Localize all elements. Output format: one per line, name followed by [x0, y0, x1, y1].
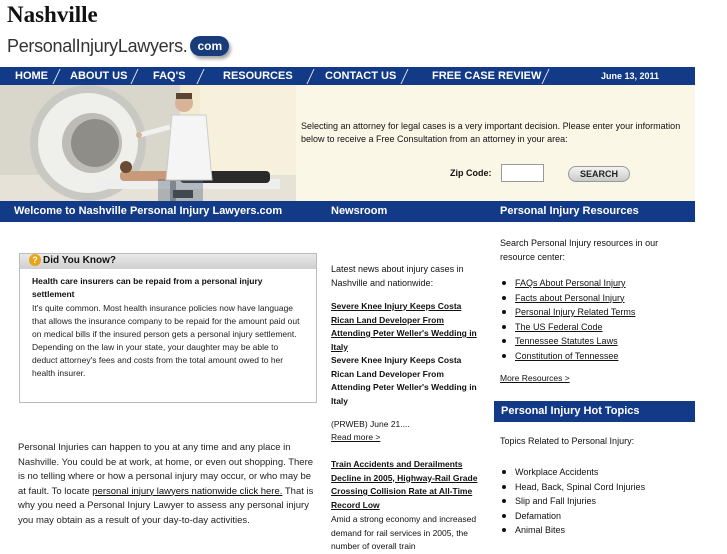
news-intro: Latest news about injury cases in Nashville and nationwide: [331, 264, 464, 288]
hot-topic: Workplace Accidents [515, 467, 599, 477]
resource-link[interactable]: FAQs About Personal Injury [515, 278, 626, 288]
intro-paragraph [18, 441, 318, 528]
list-item[interactable] [500, 320, 635, 335]
nav-contact-us[interactable]: CONTACT US [325, 70, 397, 82]
resource-link[interactable]: Personal Injury Related Terms [515, 307, 636, 317]
logo-text: PersonalInjuryLawyers. [7, 35, 188, 56]
hot-topic: Defamation [515, 510, 562, 521]
did-you-know-title: Did You Know? [43, 255, 116, 266]
intro-text-2: That is why you need a Personal Injury Lawyer to assess any personal injury you may obtain as a result of your day-to-day activities. [18, 485, 314, 526]
newsroom-bar: Newsroom [322, 201, 494, 222]
nav-date: June 13, 2011 [600, 71, 659, 81]
did-you-know-body: It's quite common. Most health insurance policies now have language that allows the insurance company to be repaid for the amount paid out on medical bills if the insured person gets a personal injury settlement. Depending on the law in your state, your daughter may be able to deduct attorney's fees and costs from the total amount owed to her health insurer. [32, 303, 300, 378]
site-logo[interactable] [7, 32, 229, 60]
welcome-bar: Welcome to Nashville Personal Injury Lawyers.com [0, 201, 322, 222]
news-item-1-text: (PRWEB) June 21.... [331, 419, 410, 429]
nav-home[interactable]: HOME [15, 70, 48, 82]
news-item-1-title-link[interactable]: Severe Knee Injury Keeps Costa Rican Land Developer From Attending Peter Weller's Wedding in Italy [331, 301, 477, 352]
nav-free-case-review[interactable]: FREE CASE REVIEW [432, 70, 542, 82]
resource-link[interactable]: The US Federal Code [515, 321, 603, 332]
list-item[interactable] [500, 334, 635, 349]
list-item [500, 509, 645, 524]
list-item[interactable] [500, 305, 635, 320]
list-item [500, 480, 645, 495]
nav-separator [307, 69, 315, 84]
hot-topic: Slip and Fall Injuries [515, 496, 597, 506]
news-item-1-heading: Severe Knee Injury Keeps Costa Rican Land Developer From Attending Peter Weller's Wedding in Italy [331, 355, 477, 406]
search-button[interactable]: SEARCH [568, 166, 630, 182]
list-item[interactable] [500, 291, 635, 306]
resource-link[interactable]: Facts about Personal Injury [515, 292, 625, 303]
resources-intro: Search Personal Injury resources in our resource center: [500, 238, 659, 262]
list-item [500, 465, 645, 480]
nav-separator [197, 69, 205, 84]
hot-topics-intro: Topics Related to Personal Injury: [500, 436, 635, 446]
news-item-2-text: Amid a strong economy and increased demand for rail services in 2005, the number of overall train [331, 514, 477, 551]
nav-separator [131, 69, 139, 84]
list-item [500, 523, 645, 538]
resources-bar: Personal Injury Resources [494, 201, 695, 222]
nav-separator [401, 69, 409, 84]
did-you-know-lead: Health care insurers can be repaid from a personal injury settlement [32, 276, 263, 299]
news-item-1-read-more[interactable]: Read more > [331, 432, 381, 442]
logo-badge: com [190, 36, 229, 56]
zip-code-input[interactable] [501, 164, 544, 182]
hot-topics-list [500, 465, 645, 538]
site-title: Nashville [7, 2, 98, 27]
list-item[interactable] [500, 349, 635, 364]
hot-topic: Head, Back, Spinal Cord Injuries [515, 481, 646, 492]
resources-list [500, 276, 635, 363]
banner-medical-illustration [0, 85, 296, 201]
question-icon: ? [29, 254, 41, 266]
resource-link[interactable]: Tennessee Statutes Laws [515, 336, 618, 346]
intro-text-1: Personal Injuries can happen to you at any time and any place in Nashville. You could be at work, at home, or even out shopping. There is no telling where or how a personal injury may occur, or who may be at fault. To locate [18, 442, 314, 497]
hot-topics-bar: Personal Injury Hot Topics [494, 401, 695, 422]
nav-separator [542, 69, 550, 84]
list-item[interactable] [500, 276, 635, 291]
consultation-text: Selecting an attorney for legal cases is a very important decision. Please enter your information below to receive a Free Consultation from an attorney in your area: [301, 121, 681, 144]
resource-link[interactable]: Constitution of Tennessee [515, 350, 619, 361]
zip-code-label: Zip Code: [450, 168, 492, 178]
nav-faqs[interactable]: FAQ'S [153, 70, 186, 82]
mri-scene-image [0, 85, 296, 201]
nav-separator [53, 69, 61, 84]
list-item [500, 494, 645, 509]
nav-resources[interactable]: RESOURCES [223, 70, 293, 82]
nav-about-us[interactable]: ABOUT US [70, 70, 128, 82]
news-item-2-title-link[interactable]: Train Accidents and Derailments Decline in 2005, Highway-Rail Grade Crossing Collision Rate at All-Time Record Low [331, 459, 478, 510]
hot-topic: Animal Bites [515, 525, 566, 535]
lawyers-nationwide-link[interactable]: personal injury lawyers nationwide click here. [92, 485, 283, 497]
main-nav [0, 67, 695, 85]
more-resources-link[interactable]: More Resources > [500, 373, 570, 383]
